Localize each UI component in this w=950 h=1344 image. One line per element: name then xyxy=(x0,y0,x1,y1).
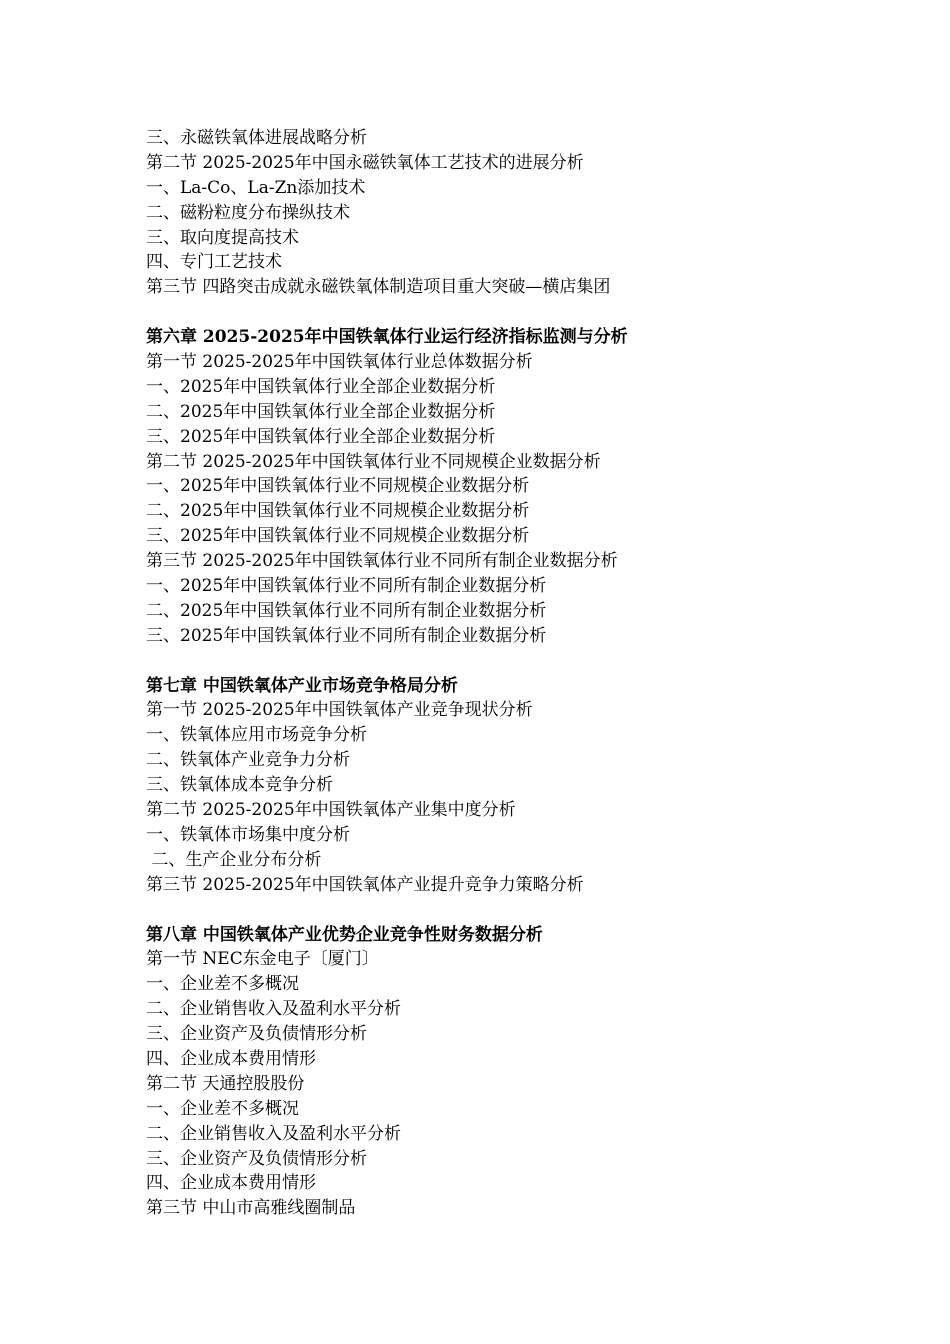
toc-line: 二、铁氧体产业竞争力分析 xyxy=(146,750,350,771)
toc-line: 三、2025年中国铁氧体行业全部企业数据分析 xyxy=(146,426,496,447)
toc-line: 三、2025年中国铁氧体行业不同所有制企业数据分析 xyxy=(146,625,547,646)
section-heading: 第三节 2025-2025年中国铁氧体行业不同所有制企业数据分析 xyxy=(146,551,618,572)
chapter-heading: 第六章 2025-2025年中国铁氧体行业运行经济指标监测与分析 xyxy=(146,327,628,348)
toc-line: 三、2025年中国铁氧体行业不同规模企业数据分析 xyxy=(146,526,530,547)
toc-line: 一、2025年中国铁氧体行业不同规模企业数据分析 xyxy=(146,476,530,497)
toc-line: 一、企业差不多概况 xyxy=(146,974,299,995)
toc-line: 四、企业成本费用情形 xyxy=(146,1048,316,1069)
toc-line: 二、磁粉粒度分布操纵技术 xyxy=(146,202,350,223)
toc-line: 三、永磁铁氧体进展战略分析 xyxy=(146,128,367,148)
toc-line: 二、企业销售收入及盈利水平分析 xyxy=(146,1123,401,1144)
section-heading: 第三节 四路突击成就永磁铁氧体制造项目重大突破—横店集团 xyxy=(146,277,611,298)
section-heading: 第二节 2025-2025年中国铁氧体产业集中度分析 xyxy=(146,800,516,821)
toc-line: 二、生产企业分布分析 xyxy=(146,849,322,870)
section-heading: 第二节 天通控股股份 xyxy=(146,1073,305,1094)
section-spacer xyxy=(146,898,906,923)
section-heading: 第二节 2025-2025年中国铁氧体行业不同规模企业数据分析 xyxy=(146,451,601,472)
toc-line: 一、2025年中国铁氧体行业不同所有制企业数据分析 xyxy=(146,576,547,597)
section-heading: 第一节 NEC东金电子〔厦门〕 xyxy=(146,949,379,970)
section-heading: 第三节 2025-2025年中国铁氧体产业提升竞争力策略分析 xyxy=(146,874,584,895)
chapter-heading: 第八章 中国铁氧体产业优势企业竞争性财务数据分析 xyxy=(146,924,543,945)
toc-line: 一、2025年中国铁氧体行业全部企业数据分析 xyxy=(146,376,496,397)
toc-line: 三、企业资产及负债情形分析 xyxy=(146,1024,367,1045)
toc-line: 一、企业差不多概况 xyxy=(146,1098,299,1119)
toc-line: 二、2025年中国铁氧体行业全部企业数据分析 xyxy=(146,401,496,422)
toc-line: 四、企业成本费用情形 xyxy=(146,1173,316,1194)
section-spacer xyxy=(146,300,906,325)
toc-line: 四、专门工艺技术 xyxy=(146,252,282,273)
toc-line: 三、企业资产及负债情形分析 xyxy=(146,1148,367,1169)
chapter-heading: 第七章 中国铁氧体产业市场竞争格局分析 xyxy=(146,675,458,696)
toc-line: 一、铁氧体市场集中度分析 xyxy=(146,824,350,845)
document-content xyxy=(146,126,906,1221)
section-spacer xyxy=(146,649,906,674)
toc-line: 一、铁氧体应用市场竞争分析 xyxy=(146,725,367,746)
section-heading: 第三节 中山市高雅线圈制品 xyxy=(146,1198,356,1219)
toc-line: 二、2025年中国铁氧体行业不同所有制企业数据分析 xyxy=(146,600,547,621)
section-heading: 第一节 2025-2025年中国铁氧体行业总体数据分析 xyxy=(146,352,533,373)
toc-line: 二、企业销售收入及盈利水平分析 xyxy=(146,999,401,1020)
toc-line: 一、La-Co、La-Zn添加技术 xyxy=(146,177,366,198)
section-heading: 第二节 2025-2025年中国永磁铁氧体工艺技术的进展分析 xyxy=(146,152,584,173)
section-heading: 第一节 2025-2025年中国铁氧体产业竞争现状分析 xyxy=(146,700,533,721)
toc-line: 二、2025年中国铁氧体行业不同规模企业数据分析 xyxy=(146,501,530,522)
toc-line: 三、铁氧体成本竞争分析 xyxy=(146,775,333,796)
toc-line: 三、取向度提高技术 xyxy=(146,227,299,248)
